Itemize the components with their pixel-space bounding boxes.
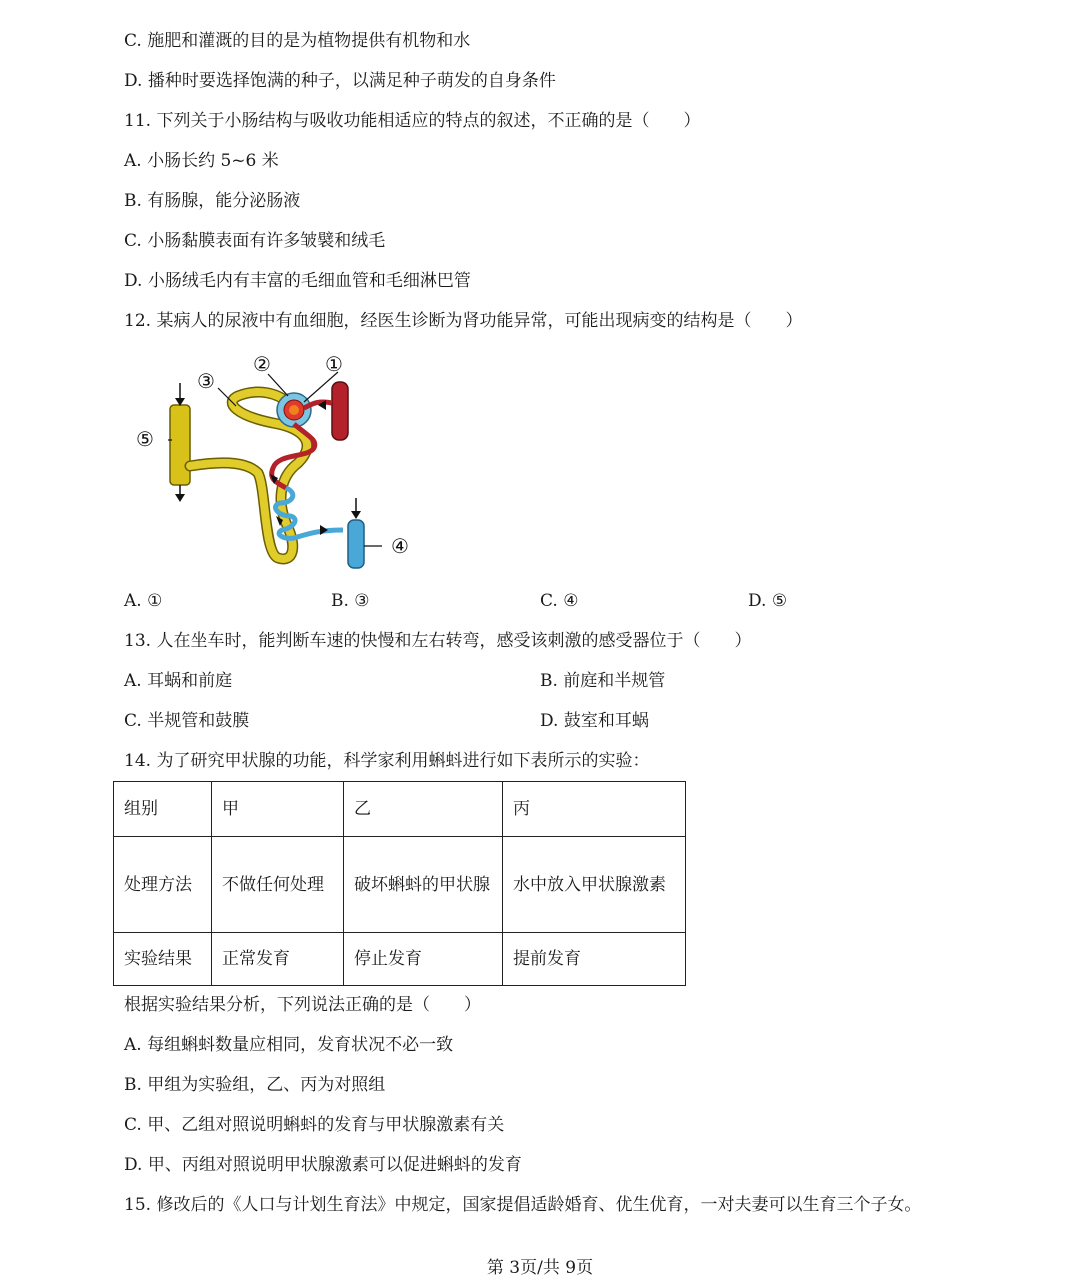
- q11-option-c: C. 小肠黏膜表面有许多皱襞和绒毛: [124, 231, 386, 251]
- table-cell: 实验结果: [114, 933, 212, 986]
- q14-option-b: B. 甲组为实验组，乙、丙为对照组: [124, 1075, 386, 1095]
- table-cell: 组别: [114, 782, 212, 837]
- q12-option-b: B. ③: [331, 591, 370, 611]
- table-row: [114, 782, 686, 837]
- table-cell: 甲: [212, 782, 344, 837]
- table-cell: 乙: [344, 782, 503, 837]
- table-cell: 丙: [503, 782, 686, 837]
- q14-option-d: D. 甲、丙组对照说明甲状腺激素可以促进蝌蚪的发育: [124, 1155, 522, 1175]
- table-row: [114, 837, 686, 933]
- q11-option-b: B. 有肠腺，能分泌肠液: [124, 191, 301, 211]
- label-3: ③: [197, 369, 215, 393]
- table-cell: 正常发育: [212, 933, 344, 986]
- q14-option-c: C. 甲、乙组对照说明蝌蚪的发育与甲状腺激素有关: [124, 1115, 505, 1135]
- q11-stem: 11. 下列关于小肠结构与吸收功能相适应的特点的叙述，不正确的是（ ）: [124, 111, 701, 131]
- label-2: ②: [253, 352, 271, 376]
- renal-artery: [332, 382, 348, 440]
- renal-vein: [348, 520, 364, 568]
- q10-option-c: C. 施肥和灌溉的目的是为植物提供有机物和水: [124, 31, 471, 51]
- table-cell: 破坏蝌蚪的甲状腺: [344, 837, 503, 933]
- q13-option-b: B. 前庭和半规管: [540, 671, 666, 691]
- q12-option-a: A. ①: [124, 591, 163, 611]
- q11-option-a: A. 小肠长约 5~6 米: [124, 151, 279, 171]
- q12-stem: 12. 某病人的尿液中有血细胞，经医生诊断为肾功能异常，可能出现病变的结构是（ ）: [124, 311, 803, 331]
- table-cell: 处理方法: [114, 837, 212, 933]
- table-cell: 水中放入甲状腺激素: [503, 837, 686, 933]
- label-1: ①: [325, 352, 343, 376]
- experiment-table: [113, 781, 686, 986]
- q14-question: 根据实验结果分析，下列说法正确的是（ ）: [124, 995, 481, 1015]
- table-row: [114, 933, 686, 986]
- q14-stem: 14. 为了研究甲状腺的功能，科学家利用蝌蚪进行如下表所示的实验：: [124, 751, 650, 771]
- q13-option-a: A. 耳蜗和前庭: [124, 671, 233, 691]
- q15-stem: 15. 修改后的《人口与计划生育法》中规定，国家提倡适龄婚育、优生优育，一对夫妻可以生育三个子女。: [124, 1195, 922, 1215]
- q13-stem: 13. 人在坐车时，能判断车速的快慢和左右转弯，感受该刺激的感受器位于（ ）: [124, 631, 752, 651]
- label-4: ④: [391, 534, 409, 558]
- q14-option-a: A. 每组蝌蚪数量应相同，发育状况不必一致: [124, 1035, 454, 1055]
- q11-option-d: D. 小肠绒毛内有丰富的毛细血管和毛细淋巴管: [124, 271, 471, 291]
- q12-option-d: D. ⑤: [748, 591, 788, 611]
- table-cell: 停止发育: [344, 933, 503, 986]
- q10-option-d: D. 播种时要选择饱满的种子，以满足种子萌发的自身条件: [124, 71, 556, 91]
- q13-option-d: D. 鼓室和耳蜗: [540, 711, 649, 731]
- collecting-duct: [170, 405, 190, 485]
- q12-option-c: C. ④: [540, 591, 579, 611]
- table-cell: 提前发育: [503, 933, 686, 986]
- page-footer: 第 3页/共 9页: [486, 1258, 594, 1278]
- table-cell: 不做任何处理: [212, 837, 344, 933]
- q13-option-c: C. 半规管和鼓膜: [124, 711, 250, 731]
- nephron-diagram: [128, 348, 428, 578]
- label-5: ⑤: [136, 427, 154, 451]
